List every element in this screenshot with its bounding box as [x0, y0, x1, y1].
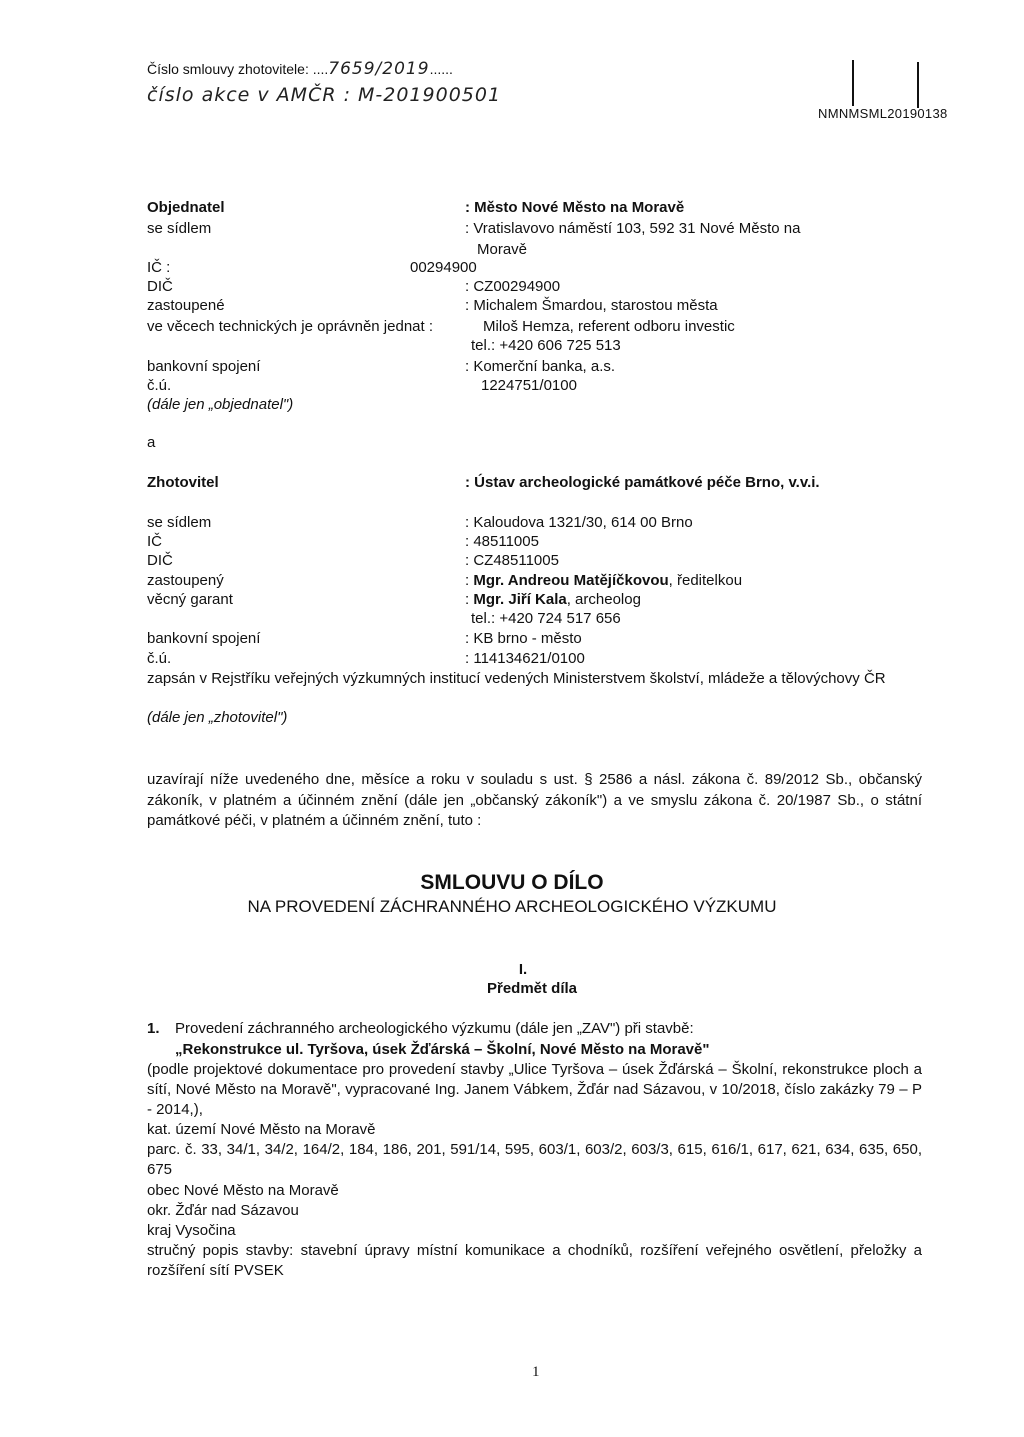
barcode-bar-left	[852, 60, 854, 106]
client-note: (dále jen „objednatel")	[147, 396, 294, 413]
contractor-name: : Ústav archeologické památkové péče Brno, v.v.i.	[465, 474, 820, 491]
contract-number-value: 7659/2019	[328, 59, 430, 79]
project-documentation: (podle projektové dokumentace pro provedení stavby „Ulice Tyršova – úsek Žďárská – Školní, rekonstrukce ploch a sítí, Nové Město na Moravě", vypracované Ing. Janem Vábkem, Žďár nad Sázavou, v 10/2018, číslo zakázky 79 – P - 2014,),	[147, 1061, 922, 1119]
client-name: : Město Nové Město na Moravě	[465, 199, 685, 216]
contract-number-label: Číslo smlouvy zhotovitele: ....	[147, 61, 329, 77]
region: kraj Vysočina	[147, 1222, 236, 1239]
contractor-register: zapsán v Rejstříku veřejných výzkumných institucí vedených Ministerstvem školství, mládeže a tělovýchovy ČR	[147, 670, 886, 687]
construction-description: stručný popis stavby: stavební úpravy místní komunikace a chodníků, rozšíření veřejného osvětlení, přeložky a rozšíření sítí PVSEK	[147, 1242, 922, 1280]
section-number: I.	[518, 961, 528, 978]
municipality: obec Nové Město na Moravě	[147, 1182, 339, 1199]
parcel-numbers: parc. č. 33, 34/1, 34/2, 164/2, 184, 186, 201, 591/14, 595, 603/1, 603/2, 603/3, 615, 616/1, 617, 621, 634, 635, 650, 675	[147, 1141, 922, 1179]
contract-title: SMLOUVU O DÍLO	[420, 871, 604, 894]
preamble: uzavírají níže uvedeného dne, měsíce a roku v souladu s ust. § 2586 a násl. zákona č. 89/2012 Sb., občanský zákoník, v platném a účinném znění (dále jen „občanský zákoník") a ve smyslu zákona č. 20/1987 Sb., o státní památkové péči, v platném a účinném znění, tuto :	[147, 771, 922, 829]
cadastral-area: kat. území Nové Město na Moravě	[147, 1121, 376, 1138]
contract-number-tail: ......	[429, 61, 453, 77]
page-number: 1	[532, 1364, 540, 1380]
item-line-1: Provedení záchranného archeologického výzkumu (dále jen „ZAV") při stavbě:	[175, 1020, 694, 1037]
construction-name: „Rekonstrukce ul. Tyršova, úsek Žďárská – Školní, Nové Město na Moravě"	[175, 1041, 710, 1058]
item-number: 1.	[147, 1020, 160, 1037]
conjunction: a	[147, 434, 156, 451]
contractor-note: (dále jen „zhotovitel")	[147, 709, 288, 726]
district: okr. Žďár nad Sázavou	[147, 1202, 299, 1219]
barcode-text: NMNMSML20190138	[818, 106, 948, 121]
action-number-handwritten: číslo akce v AMČR : M-201900501	[147, 84, 502, 106]
section-heading: Předmět díla	[486, 980, 578, 997]
contract-number-line	[147, 60, 453, 78]
barcode-bar-right	[917, 62, 919, 108]
contract-subtitle: NA PROVEDENÍ ZÁCHRANNÉHO ARCHEOLOGICKÉHO VÝZKUMU	[247, 897, 777, 916]
